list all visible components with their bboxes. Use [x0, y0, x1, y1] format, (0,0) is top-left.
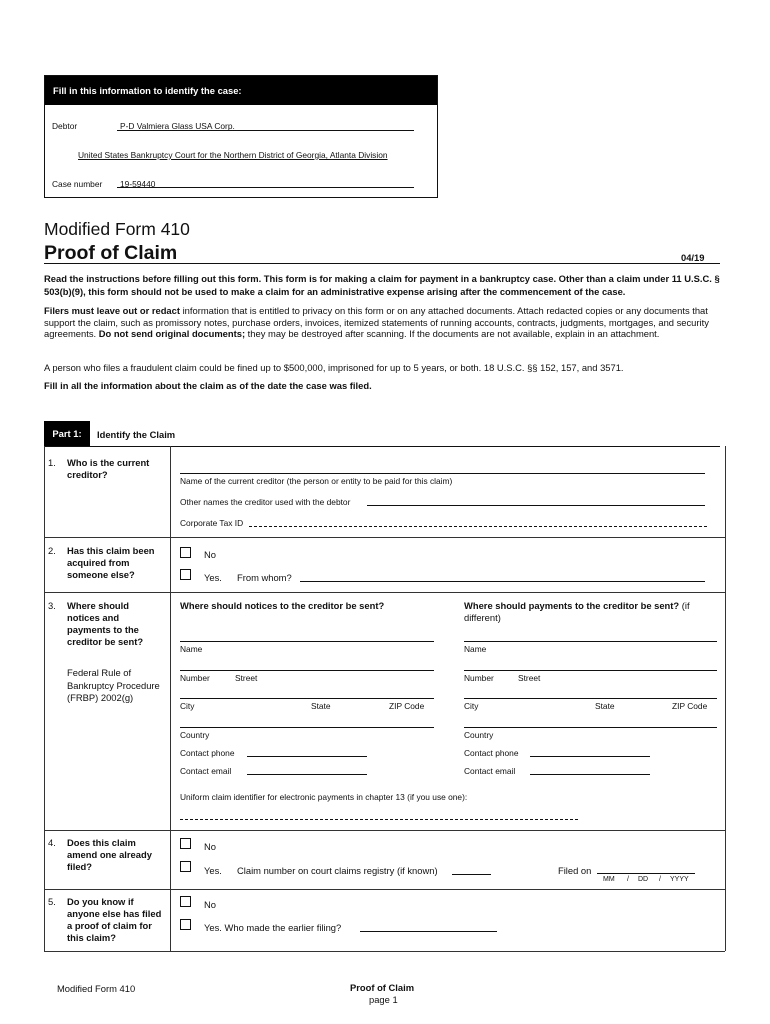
payments-name-label: Name: [464, 644, 487, 654]
footer-title: Proof of Claim: [350, 982, 415, 993]
q4-number: 4.: [48, 837, 56, 848]
notices-name-label: Name: [180, 644, 203, 654]
q2-yes-label: Yes.: [204, 572, 222, 583]
q1-name-caption: Name of the current creditor (the person or entity to be paid for this claim): [180, 476, 453, 486]
instructions-p3: A person who files a fraudulent claim could be fined up to $500,000, imprisoned for up to 5 years, or both. 18 U.S.C. §§ 152, 157, and 3571.: [44, 362, 624, 373]
redact-bold: Filers must leave out or redact: [44, 305, 180, 316]
form-title: Proof of Claim: [44, 242, 178, 264]
q3-notices-header: Where should notices to the creditor be sent?: [180, 600, 385, 611]
q5-number: 5.: [48, 896, 56, 907]
notices-email-field[interactable]: [247, 774, 367, 775]
table-left-border: [44, 446, 45, 951]
case-box-header: [45, 76, 437, 105]
q3-uci-label: Uniform claim identifier for electronic payments in chapter 13 (if you use one):: [180, 792, 468, 802]
part1-tab-label: Part 1:: [52, 428, 82, 439]
notices-email-label: Contact email: [180, 766, 232, 776]
row-divider-4: [44, 889, 725, 890]
case-box-header-text: Fill in this information to identify the case:: [53, 85, 242, 96]
notices-state-label: State: [311, 701, 331, 711]
payments-number-label: Number: [464, 673, 494, 683]
payments-city-field[interactable]: [464, 698, 717, 699]
q1-label: Who is the current creditor?: [67, 457, 150, 480]
footer-form-name: Modified Form 410: [57, 983, 136, 994]
form-date: 04/19: [681, 252, 705, 263]
part1-rule: [44, 446, 720, 447]
q3-uci-field[interactable]: [180, 819, 578, 820]
q2-no-checkbox[interactable]: [180, 547, 191, 558]
notices-number-label: Number: [180, 673, 210, 683]
part1-tab: [44, 421, 90, 446]
row-divider-5: [44, 951, 725, 952]
part1-title: Identify the Claim: [97, 429, 176, 440]
q5-no-checkbox[interactable]: [180, 896, 191, 907]
q4-date-dd: DD: [638, 876, 649, 883]
q4-filed-on-label: Filed on: [558, 865, 592, 876]
case-box: [44, 75, 438, 198]
notices-country-field[interactable]: [180, 727, 434, 728]
instructions-p1: Read the instructions before filling out this form. This form is for making a claim for payment in a bankruptcy case. Other than a claim under 11 U.S.C. § 503(b)(9), this form should not be used to make a claim for an administrative expense arising after the commencement of the case.: [44, 273, 720, 297]
q5-yes-label: Yes. Who made the earlier filing?: [204, 922, 342, 933]
payments-country-label: Country: [464, 730, 494, 740]
q4-claim-number-field[interactable]: [452, 874, 491, 875]
q3-number: 3.: [48, 600, 56, 611]
debtor-value[interactable]: P-D Valmiera Glass USA Corp.: [120, 121, 235, 131]
q1-other-names-field[interactable]: [367, 505, 705, 506]
debtor-label: Debtor: [52, 121, 78, 131]
payments-email-label: Contact email: [464, 766, 516, 776]
q1-tax-id-field[interactable]: [249, 526, 707, 527]
q4-filed-on-field[interactable]: [597, 873, 695, 874]
q1-other-names-label: Other names the creditor used with the debtor: [180, 497, 351, 507]
notices-street-field[interactable]: [180, 670, 434, 671]
case-number-line: [117, 187, 414, 188]
payments-phone-label: Contact phone: [464, 748, 519, 758]
originals-text: they may be destroyed after scanning. If the documents are not available, explain in an attachment.: [245, 328, 660, 339]
payments-phone-field[interactable]: [530, 756, 650, 757]
q2-number: 2.: [48, 545, 56, 556]
row-divider-1: [44, 537, 725, 538]
payments-country-field[interactable]: [464, 727, 717, 728]
instructions-p4: Fill in all the information about the claim as of the date the case was filed.: [44, 380, 372, 391]
notices-phone-label: Contact phone: [180, 748, 235, 758]
q5-no-label: No: [204, 899, 216, 910]
case-number-value[interactable]: 19-59440: [120, 179, 156, 189]
notices-city-label: City: [180, 701, 195, 711]
q2-label: Has this claim been acquired from someone else?: [67, 545, 155, 580]
q3-note: Federal Rule of Bankruptcy Procedure (FRBP) 2002(g): [67, 667, 160, 703]
table-divider: [170, 446, 171, 951]
q1-tax-id-label: Corporate Tax ID: [180, 518, 244, 528]
payments-email-field[interactable]: [530, 774, 650, 775]
q5-label: Do you know if anyone else has filed a proof of claim for this claim?: [67, 896, 162, 943]
q3-label: Where should notices and payments to the creditor be sent?: [67, 600, 144, 647]
notices-country-label: Country: [180, 730, 210, 740]
payments-zip-label: ZIP Code: [672, 701, 708, 711]
q4-date-sep1: /: [627, 876, 629, 883]
q5-earlier-filing-field[interactable]: [360, 931, 497, 932]
notices-city-field[interactable]: [180, 698, 434, 699]
form-subtitle: Modified Form 410: [44, 219, 190, 239]
q2-yes-checkbox[interactable]: [180, 569, 191, 580]
payments-state-label: State: [595, 701, 615, 711]
originals-bold: Do not send original documents;: [98, 328, 246, 339]
notices-phone-field[interactable]: [247, 756, 367, 757]
q3-payments-header: [464, 600, 714, 624]
notices-zip-label: ZIP Code: [389, 701, 425, 711]
payments-street-field[interactable]: [464, 670, 717, 671]
title-rule: [44, 263, 720, 264]
row-divider-2: [44, 592, 725, 593]
q4-no-label: No: [204, 841, 216, 852]
q4-yes-checkbox[interactable]: [180, 861, 191, 872]
q4-date-yyyy: YYYY: [670, 876, 689, 883]
footer-page: page 1: [369, 994, 398, 1005]
q3-payments-header-bold: Where should payments to the creditor be sent?: [464, 600, 680, 611]
court-name: United States Bankruptcy Court for the Northern District of Georgia, Atlanta Division: [78, 150, 388, 160]
q4-label: Does this claim amend one already filed?: [67, 837, 152, 872]
q5-yes-checkbox[interactable]: [180, 919, 191, 930]
instructions-p2: [44, 305, 729, 340]
q4-date-sep2: /: [659, 876, 661, 883]
q4-yes-label: Yes.: [204, 865, 222, 876]
q3-payments-header-rest: (if different): [464, 600, 690, 623]
payments-city-label: City: [464, 701, 479, 711]
debtor-line: [117, 130, 414, 131]
row-divider-3: [44, 830, 725, 831]
notices-name-field[interactable]: [180, 641, 434, 642]
table-right-border: [725, 446, 726, 951]
q4-claim-number-label: Claim number on court claims registry (if known): [237, 865, 438, 876]
q4-no-checkbox[interactable]: [180, 838, 191, 849]
notices-street-label: Street: [235, 673, 258, 683]
redact-text: information that is entitled to privacy on this form or on any attached documents. Attach redacted copies or any documents that support the claim, such as promissory notes, purchase orders, invoices, itemized statements of running accounts, contracts, judgments, mortgages, and security agreements.: [44, 305, 709, 339]
payments-name-field[interactable]: [464, 641, 717, 642]
q4-date-mm: MM: [603, 876, 615, 883]
q2-from-whom-field[interactable]: [300, 581, 705, 582]
q1-creditor-name-field[interactable]: [180, 473, 705, 474]
q1-number: 1.: [48, 457, 56, 468]
q2-no-label: No: [204, 549, 216, 560]
case-number-label: Case number: [52, 179, 103, 189]
payments-street-label: Street: [518, 673, 541, 683]
q2-from-whom-label: From whom?: [237, 572, 292, 583]
